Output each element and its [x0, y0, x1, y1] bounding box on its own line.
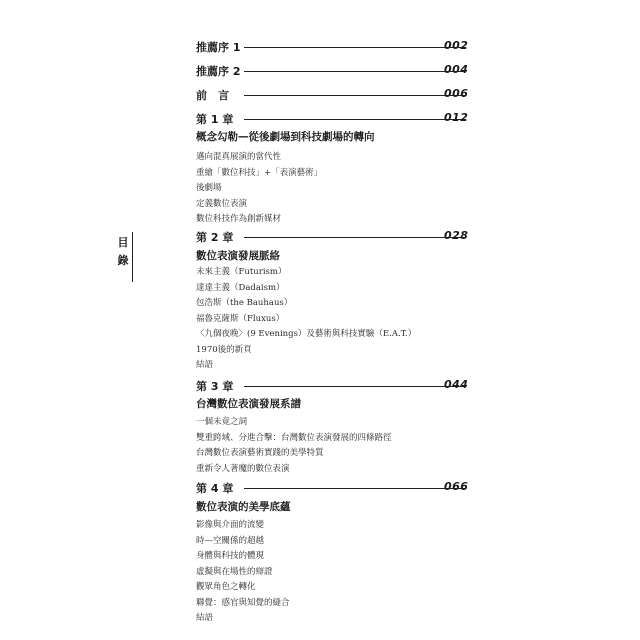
side-label-char-1: 目: [117, 236, 129, 249]
toc-side-label: [116, 234, 130, 270]
page-number: 066: [444, 480, 469, 493]
page-number: 004: [444, 63, 469, 76]
section-item[interactable]: 虛擬與在場性的辯證: [196, 566, 273, 577]
section-item[interactable]: 1970後的新頁: [196, 344, 252, 355]
toc-entry-chapter-1[interactable]: [196, 111, 469, 127]
section-item[interactable]: 包浩斯（the Bauhaus）: [196, 298, 293, 308]
leader-rule: [244, 71, 466, 72]
chapter-label: 第 3 章: [196, 380, 234, 393]
section-item[interactable]: 後劇場: [196, 183, 222, 193]
section-item[interactable]: 達達主義（Dadaism）: [196, 282, 285, 293]
section-item[interactable]: 台灣數位表演藝術實踐的美學特質: [196, 448, 324, 458]
chapter-2-sections: [196, 265, 416, 374]
section-item[interactable]: 重繪「數位科技」+「表演藝術」: [196, 167, 323, 178]
chapter-2-title: 數位表演發展脈絡: [196, 250, 280, 262]
chapter-label: 第 4 章: [196, 482, 234, 495]
section-item[interactable]: 邁向混真展演的當代性: [196, 152, 282, 162]
section-item[interactable]: 影像與介面的流變: [196, 520, 265, 530]
chapter-3-sections: [196, 415, 392, 477]
chapter-1-sections: [196, 150, 322, 228]
entry-label: 推薦序 2: [196, 65, 241, 78]
side-label-char-2: 錄: [117, 254, 129, 267]
section-item[interactable]: 未來主義（Futurism）: [196, 267, 287, 277]
section-item[interactable]: 福魯克薩斯（Fluxus）: [196, 313, 285, 324]
toc-entry-chapter-2[interactable]: [196, 229, 469, 245]
toc-entry-chapter-4[interactable]: [196, 480, 469, 496]
section-item[interactable]: 身體與科技的體現: [196, 551, 265, 561]
toc-entry-preface-1[interactable]: [196, 39, 469, 55]
section-item[interactable]: 結語: [196, 360, 214, 370]
section-item[interactable]: 雙重跨域、分進合擊：台灣數位表演發展的四條路徑: [196, 432, 392, 443]
leader-rule: [244, 386, 466, 387]
chapter-4-sections: [196, 518, 290, 627]
chapter-label: 第 2 章: [196, 231, 234, 244]
section-item[interactable]: 聯覺：感官與知覺的縫合: [196, 597, 290, 608]
section-item[interactable]: 重新令人著魔的數位表演: [196, 463, 290, 474]
side-vertical-rule: [132, 232, 133, 282]
section-item[interactable]: 一個未竟之詞: [196, 417, 248, 427]
chapter-label: 第 1 章: [196, 113, 234, 126]
section-item[interactable]: 觀眾角色之轉化: [196, 582, 256, 592]
page-number: 028: [444, 229, 469, 242]
section-item[interactable]: 時—空關係的超越: [196, 535, 265, 546]
chapter-4-title: 數位表演的美學底蘊: [196, 501, 291, 513]
section-item[interactable]: 結語: [196, 613, 214, 623]
leader-rule: [244, 488, 466, 489]
page-number: 006: [444, 87, 469, 100]
toc-entry-foreword[interactable]: [196, 87, 469, 103]
page-number: 044: [444, 378, 469, 391]
leader-rule: [244, 237, 466, 238]
leader-rule: [244, 95, 466, 96]
page-number: 012: [444, 111, 469, 124]
entry-label: 前 言: [196, 89, 229, 102]
section-item[interactable]: 定義數位表演: [196, 198, 248, 209]
toc-entry-chapter-3[interactable]: [196, 378, 469, 394]
chapter-1-title: 概念勾勒—從後劇場到科技劇場的轉向: [196, 131, 375, 143]
page-number: 002: [444, 39, 469, 52]
leader-rule: [244, 119, 466, 120]
leader-rule: [244, 47, 466, 48]
chapter-3-title: 台灣數位表演發展系譜: [196, 398, 301, 410]
section-item[interactable]: 數位科技作為創新媒材: [196, 214, 282, 224]
toc-entry-preface-2[interactable]: [196, 63, 469, 79]
section-item[interactable]: 〈九個夜晚〉(9 Evenings）及藝術與科技實驗（E.A.T.）: [196, 329, 417, 339]
entry-label: 推薦序 1: [196, 41, 241, 54]
